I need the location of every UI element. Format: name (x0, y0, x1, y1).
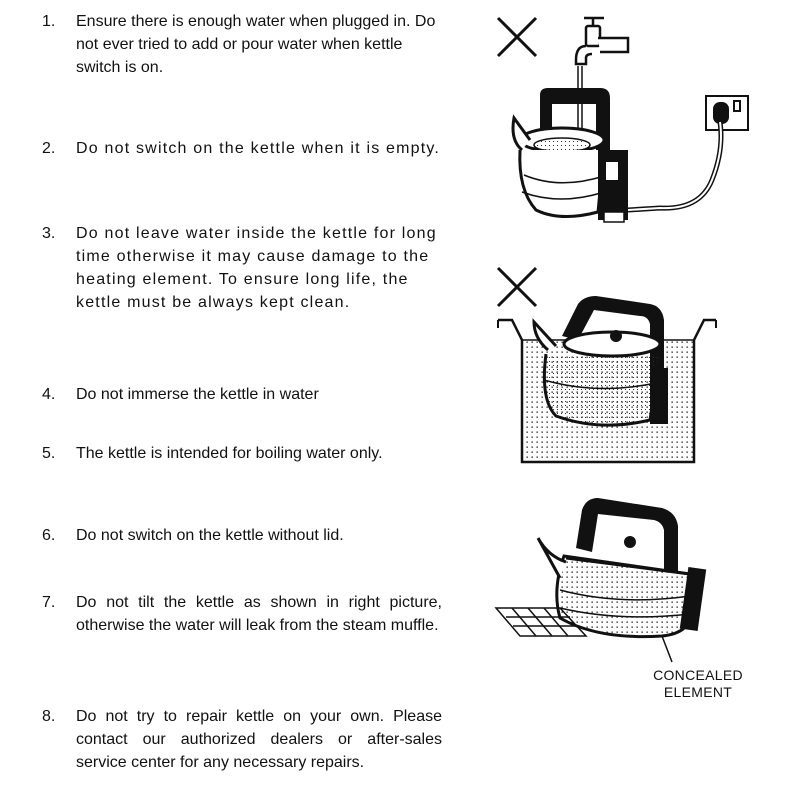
concealed-element-caption (630, 667, 766, 701)
instruction-text: The kettle is intended for boiling water only. (76, 445, 383, 462)
kettle-icon-3 (538, 498, 706, 637)
wall-socket-icon (706, 96, 748, 130)
instruction-text: Do not leave water inside the kettle for long time otherwise it may cause damage to the heating element. To ensure long life, the kettle must be always kept clean. (76, 225, 437, 311)
instruction-text: Do not try to repair kettle on your own. Please contact our authorized dealers or after-sales service center for any necessary repairs. (76, 708, 442, 771)
water-tap-icon (576, 18, 628, 64)
kettle-icon-2 (534, 296, 668, 425)
instruction-text: Do not immerse the kettle in water (76, 386, 319, 403)
instruction-number: 3. (42, 225, 56, 242)
instruction-text: Do not switch on the kettle when it is empty. (76, 140, 441, 157)
instruction-text: Do not tilt the kettle as shown in right picture, otherwise the water will leak from the steam muffle. (76, 594, 442, 634)
instruction-number: 6. (42, 527, 56, 544)
caption-line-2: ELEMENT (663, 684, 733, 700)
prohibited-cross-icon-1 (498, 18, 536, 56)
instruction-number: 2. (42, 140, 56, 157)
prohibited-cross-icon-2 (498, 268, 536, 306)
instruction-number: 5. (42, 445, 56, 462)
instruction-number: 7. (42, 594, 56, 611)
instruction-text: Ensure there is enough water when plugged in. Do not ever tried to add or pour water when kettle switch is on. (76, 13, 436, 76)
caption-leader-line (662, 636, 672, 662)
instruction-number: 8. (42, 708, 56, 725)
instruction-number: 1. (42, 13, 56, 30)
power-cord (628, 122, 721, 210)
instruction-number: 4. (42, 386, 56, 403)
caption-line-1: CONCEALED (653, 667, 743, 683)
kettle-icon-1 (513, 88, 628, 222)
instruction-text: Do not switch on the kettle without lid. (76, 527, 344, 544)
